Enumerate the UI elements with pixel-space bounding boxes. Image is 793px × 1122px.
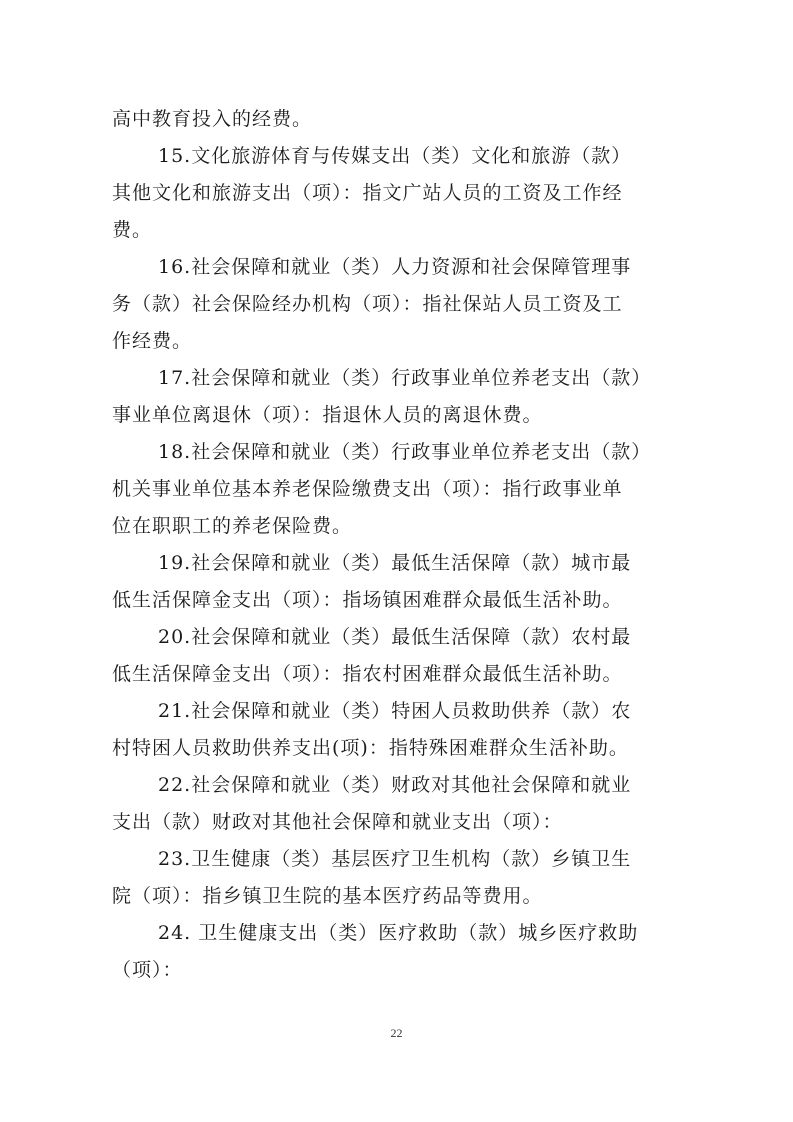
paragraph-15-line-1: 15.文化旅游体育与传媒支出（类）文化和旅游（款） [158, 145, 632, 167]
text-line: （项）： [112, 959, 183, 981]
text-line: 低生活保障金支出（项）：指农村困难群众最低生活补助。 [112, 663, 623, 685]
text-line: 机关事业单位基本养老保险缴费支出（项）：指行政事业单 [112, 478, 623, 500]
page-number: 22 [390, 1026, 403, 1040]
text-line: 事业单位离退休（项）：指退休人员的离退休费。 [112, 404, 543, 426]
text-line: 低生活保障金支出（项）：指场镇困难群众最低生活补助。 [112, 589, 623, 611]
paragraph-19-line-1: 19.社会保障和就业（类）最低生活保障（款）城市最 [158, 552, 632, 574]
text-line: 高中教育投入的经费。 [112, 108, 313, 130]
text-line: 村特困人员救助供养支出(项)：指特殊困难群众生活补助。 [112, 737, 629, 759]
text-line: 位在职职工的养老保险费。 [112, 515, 353, 537]
paragraph-22-line-1: 22.社会保障和就业（类）财政对其他社会保障和就业 [158, 774, 632, 796]
paragraph-17-line-1: 17.社会保障和就业（类）行政事业单位养老支出（款） [158, 367, 652, 389]
paragraph-18-line-1: 18.社会保障和就业（类）行政事业单位养老支出（款） [158, 441, 652, 463]
text-line: 费。 [112, 219, 153, 241]
paragraph-20-line-1: 20.社会保障和就业（类）最低生活保障（款）农村最 [158, 626, 632, 648]
text-line: 支出（款）财政对其他社会保障和就业支出（项）： [112, 811, 563, 833]
paragraph-24-line-1: 24. 卫生健康支出（类）医疗救助（款）城乡医疗救助 [158, 922, 639, 944]
text-line: 作经费。 [112, 330, 193, 352]
text-line: 务（款）社会保险经办机构（项）：指社保站人员工资及工 [112, 293, 623, 315]
paragraph-16-line-1: 16.社会保障和就业（类）人力资源和社会保障管理事 [158, 256, 632, 278]
text-line: 院（项）：指乡镇卫生院的基本医疗药品等费用。 [112, 885, 543, 907]
paragraph-23-line-1: 23.卫生健康（类）基层医疗卫生机构（款）乡镇卫生 [158, 848, 632, 870]
paragraph-21-line-1: 21.社会保障和就业（类）特困人员救助供养（款）农 [158, 700, 632, 722]
text-line: 其他文化和旅游支出（项）：指文广站人员的工资及工作经 [112, 182, 623, 204]
